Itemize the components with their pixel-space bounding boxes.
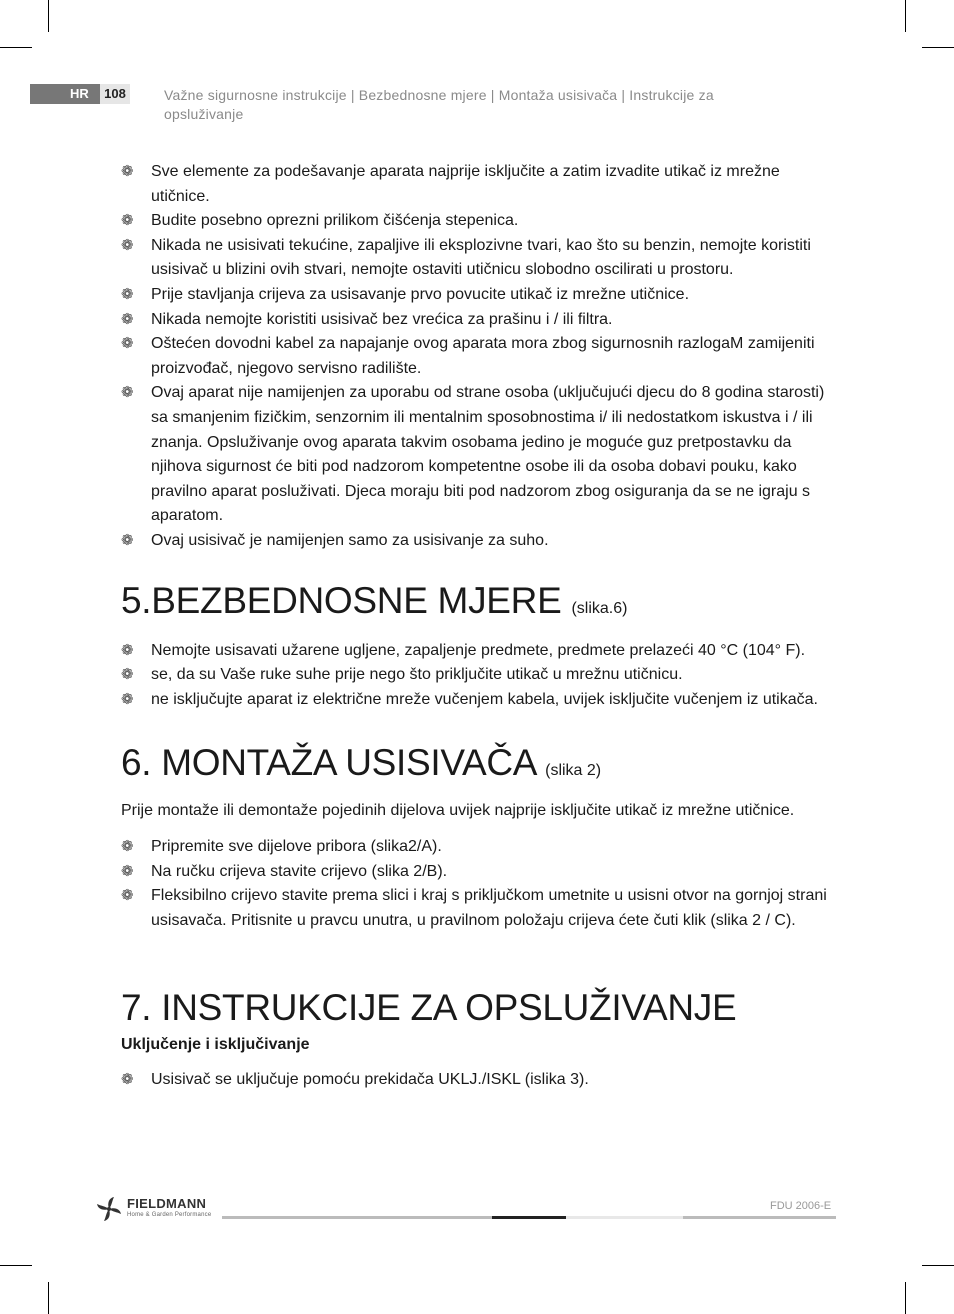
- running-header: Važne sigurnosne instrukcije | Bezbednosne mjere | Montaža usisivača | Instrukcije za opsluživanje: [164, 87, 714, 122]
- crop-mark: [48, 1282, 49, 1314]
- bullet-icon: ❁: [121, 887, 134, 905]
- list-item: ❁ Nikada ne usisivati tekućine, zapaljive ili eksplozivne tvari, kao što su benzin, nemojte koristiti usisivač u blizini ovih stvari, nemojte ostaviti utičnicu slobodno oscilirati u prostoru.: [121, 234, 836, 283]
- model-number: FDU 2006-E: [770, 1200, 832, 1212]
- crop-mark: [905, 1282, 906, 1314]
- bullet-icon: ❁: [121, 838, 134, 856]
- brand-tagline: Home & Garden Performance: [127, 1212, 212, 1218]
- bullet-icon: ❁: [121, 163, 134, 180]
- bullet-icon: ❁: [121, 236, 134, 254]
- brand-logo: [94, 1194, 224, 1224]
- list-item: ❁ Fleksibilno crijevo stavite prema slici i kraj s priključkom umetnite u usisni otvor na gornjoj strani usisavača. Pritisnite u pravcu unutra, u pravilnom položaju crijeva ćete čuti klik (slika 2 / C).: [121, 884, 836, 933]
- list-item: ❁ Ovaj usisivač je namijenjen samo za usisivanje za suho.: [121, 529, 836, 554]
- footer-bar-segment: [492, 1216, 566, 1219]
- brand-name: FIELDMANN: [127, 1196, 207, 1211]
- footer-bar-segment: [566, 1216, 683, 1219]
- bullet-icon: ❁: [121, 690, 134, 708]
- section-5-heading: 5.BEZBEDNOSNE MJERE (slika.6): [121, 579, 628, 621]
- section-7-subheading: Uključenje i isključivanje: [121, 1035, 310, 1053]
- bullet-icon: ❁: [121, 212, 134, 230]
- section-6-list: [121, 835, 836, 933]
- bullet-icon: ❁: [121, 285, 134, 303]
- bullet-icon: ❁: [121, 531, 134, 549]
- safety-list: [121, 160, 836, 554]
- list-item: ❁ Oštećen dovodni kabel za napajanje ovog aparata mora zbog sigurnosnih razlogaM zamijeniti proizvođač, njegovo servisno radilište.: [121, 332, 836, 381]
- list-item: ❁ Nikada nemojte koristiti usisivač bez vrećica za prašinu i / ili filtra.: [121, 308, 836, 333]
- section-7-list: [121, 1068, 836, 1093]
- list-item: ❁ ne isključujte aparat iz električne mreže vučenjem kabela, uvijek isključite vučenjem iz utikača.: [121, 688, 836, 713]
- list-item: ❁ Usisivač se uključuje pomoću prekidača UKLJ./ISKL (islika 3).: [121, 1068, 836, 1093]
- list-item: ❁ Pripremite sve dijelove pribora (slika2/A).: [121, 835, 836, 860]
- footer-bar-segment: [222, 1216, 492, 1219]
- list-item: ❁ se, da su Vaše ruke suhe prije nego što priključite utikač u mrežnu utičnicu.: [121, 663, 836, 688]
- bullet-icon: ❁: [121, 335, 134, 353]
- bullet-icon: ❁: [121, 310, 134, 328]
- section-7-heading: 7. INSTRUKCIJE ZA OPSLUŽIVANJE: [121, 986, 737, 1028]
- list-item: ❁ Budite posebno oprezni prilikom čišćenja stepenica.: [121, 209, 836, 234]
- crop-mark: [905, 0, 906, 32]
- bullet-icon: ❁: [121, 862, 134, 880]
- language-code: HR: [70, 86, 89, 101]
- fan-logo-icon: [94, 1194, 124, 1224]
- page-content: [121, 160, 836, 1092]
- list-item: ❁ Sve elemente za podešavanje aparata najprije isključite a zatim izvadite utikač iz mrežne utičnice.: [121, 160, 836, 209]
- crop-mark: [0, 47, 32, 48]
- bullet-icon: ❁: [121, 666, 134, 684]
- section-5-list: [121, 639, 836, 713]
- section-6-intro: Prije montaže ili demontaže pojedinih dijelova uvijek najprije isključite utikač iz mrežne utičnice.: [121, 802, 795, 820]
- section-5-figure-ref: (slika.6): [571, 599, 628, 617]
- header-bar: [30, 84, 100, 104]
- list-item: ❁ Ovaj aparat nije namijenjen za uporabu od strane osoba (uključujući djecu do 8 godina starosti) sa smanjenim fizičkim, senzornim ili mentalnim sposobnostima i/ ili nedostatkom iskustva i / ili znanja. Opsluživanje ovog aparata takvim osobama jedino je moguće guz pretpostavku da njihova sigurnost će biti pod nadzorom kompetentne osobe ili da osoba dobavi pouku, kako pravilno aparat posluživati. Djeca moraju biti pod nadzorom zbog osiguranja da se ne igraju s aparatom.: [121, 381, 836, 529]
- crop-mark: [922, 1265, 954, 1266]
- section-6-heading: 6. MONTAŽA USISIVAČA (slika 2): [121, 742, 602, 784]
- footer-bar-segment: [683, 1216, 836, 1219]
- page-number: 108: [100, 84, 130, 104]
- crop-mark: [922, 47, 954, 48]
- list-item: ❁ Nemojte usisavati užarene ugljene, zapaljenje predmete, predmete prelazeći 40 °C (104° F).: [121, 639, 836, 664]
- bullet-icon: ❁: [121, 641, 134, 659]
- bullet-icon: ❁: [121, 384, 134, 402]
- crop-mark: [48, 0, 49, 32]
- list-item: ❁ Na ručku crijeva stavite crijevo (slika 2/B).: [121, 860, 836, 885]
- section-6-figure-ref: (slika 2): [545, 762, 602, 780]
- list-item: ❁ Prije stavljanja crijeva za usisavanje prvo povucite utikač iz mrežne utičnice.: [121, 283, 836, 308]
- bullet-icon: ❁: [121, 1070, 134, 1088]
- crop-mark: [0, 1265, 32, 1266]
